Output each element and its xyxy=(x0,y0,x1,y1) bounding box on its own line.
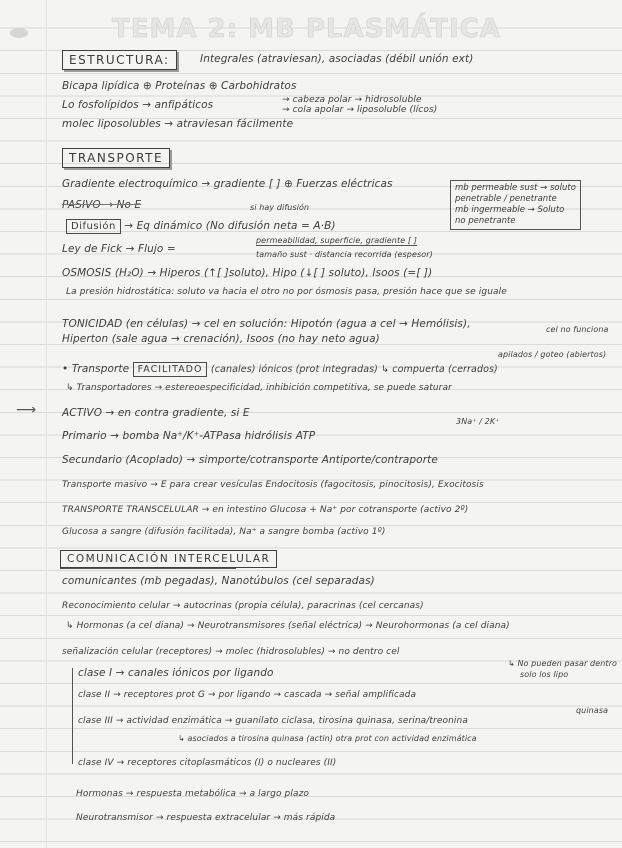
note-line: penetrable / penetrante xyxy=(455,194,557,204)
estructura-line4: molec liposolubles → atraviesan fácilmente xyxy=(62,118,294,130)
margin-arrow-icon: ⟶ xyxy=(16,402,37,418)
activo-line: ACTIVO → en contra gradiente, si E xyxy=(62,407,250,419)
estructura-line1: Integrales (atraviesan), asociadas (débil unión ext) xyxy=(200,53,474,65)
comunicantes-line: comunicantes (mb pegadas), Nanotúbulos (cel separadas) xyxy=(62,575,375,587)
note-line: mb permeable sust → soluto xyxy=(455,183,576,193)
senalizacion-line: señalización celular (receptores) → molec (hidrosolubles) → no dentro cel xyxy=(62,647,400,657)
secundario-line: Secundario (Acoplado) → simporte/cotransporte Antiporte/contraporte xyxy=(62,454,438,466)
clase2-line: clase II → receptores prot G → por ligando → cascada → señal amplificada xyxy=(78,690,417,700)
fick-numerator: permeabilidad, superficie, gradiente [ ] xyxy=(256,236,417,245)
note-line: mb ingermeable → Soluto xyxy=(455,205,565,215)
punch-hole xyxy=(10,28,28,38)
heading-underline xyxy=(60,568,236,569)
difusion-line xyxy=(66,220,336,232)
pasivo-line: PASIVO → No E xyxy=(62,199,142,211)
difusion-text: → Eq dinámico (No difusión neta = A·B) xyxy=(124,220,336,232)
hormonas-resp-line: Hormonas → respuesta metabólica → a largo plazo xyxy=(76,789,310,799)
margin-line xyxy=(46,0,47,848)
glucosa-line: Glucosa a sangre (difusión facilitada), Na⁺ a sangre bomba (activo 1º) xyxy=(62,527,386,537)
neuro-resp-line: Neurotransmisor → respuesta extracelular → más rápida xyxy=(76,813,336,823)
facilitado-post: (canales) iónicos (prot integradas) ↳ compuerta (cerrados) xyxy=(210,364,498,375)
comunicacion-heading: COMUNICACIÓN INTERCELULAR xyxy=(60,550,277,568)
clase3-line: clase III → actividad enzimática → guanilato ciclasa, tirosina quinasa, serina/treonina xyxy=(78,716,468,726)
masivo-line: Transporte masivo → E para crear vesículas Endocitosis (fagocitosis, pinocitosis), Exocitosis xyxy=(62,480,484,490)
estructura-line3b: → cabeza polar → hidrosoluble xyxy=(282,95,422,105)
tonicidad-line: TONICIDAD (en células) → cel en solución: Hipotón (agua a cel → Hemólisis), xyxy=(62,318,471,330)
facilitado-pre: Transporte xyxy=(71,363,130,375)
transcelular-line: TRANSPORTE TRANSCELULAR → en intestino Glucosa + Na⁺ por cotransporte (activo 2º) xyxy=(62,505,469,515)
solo-lipo-note: solo los lipo xyxy=(520,670,569,679)
presion-line: La presión hidrostática: soluto va hacia el otro no por ósmosis pasa, presión hace que se iguale xyxy=(66,287,507,297)
clase1-line: clase I → canales iónicos por ligando xyxy=(78,667,274,679)
clase3b-line: ↳ asociados a tirosina quinasa (actin) otra prot con actividad enzimática xyxy=(178,734,477,743)
estructura-line2: Bicapa lipídica ⊕ Proteínas ⊕ Carbohidratos xyxy=(62,80,297,92)
fick-denominator: tamaño sust · distancia recorrida (espesor) xyxy=(256,250,433,259)
hiperton-line: Hiperton (sale agua → crenación), Isoos (no hay neto agua) xyxy=(62,333,380,345)
atp-note: 3Na⁺ / 2K⁺ xyxy=(456,417,500,426)
page-title: TEMA 2: MB PLASMÁTICA xyxy=(112,14,501,44)
hormonas-line: ↳ Hormonas (a cel diana) → Neurotransmisores (señal eléctrica) → Neurohormonas (a cel diana) xyxy=(66,621,510,631)
bullet: • xyxy=(62,363,72,375)
transportadores-line: ↳ Transportadores → estereoespecificidad, inhibición competitiva, se puede saturar xyxy=(66,383,452,393)
classes-bracket xyxy=(72,668,73,764)
permeability-note xyxy=(450,180,581,230)
facilitado-note: apilados / goteo (abiertos) xyxy=(498,350,607,359)
no-pueden-note: ↳ No pueden pasar dentro xyxy=(508,659,618,668)
primario-line: Primario → bomba Na⁺/K⁺-ATPasa hidrólisis ATP xyxy=(62,430,316,442)
difusion-label: Difusión xyxy=(66,219,121,234)
cel-note: cel no funciona xyxy=(546,325,609,334)
facilitado-box: FACILITADO xyxy=(133,362,208,377)
reconocimiento-line: Reconocimiento celular → autocrinas (propia célula), paracrinas (cel cercanas) xyxy=(62,601,424,611)
gradiente-line: Gradiente electroquímico → gradiente [ ] ⊕ Fuerzas eléctricas xyxy=(62,178,393,190)
quinasa-note: quinasa xyxy=(576,706,609,715)
estructura-line3c: → cola apolar → liposoluble (lícos) xyxy=(282,105,438,115)
estructura-heading: ESTRUCTURA: xyxy=(62,50,177,70)
transporte-heading: TRANSPORTE xyxy=(62,148,170,168)
estructura-line3a: Lo fosfolípidos → anfipáticos xyxy=(62,99,214,111)
facilitado-line xyxy=(62,363,498,375)
note-line: no penetrante xyxy=(455,216,516,226)
fick-label: Ley de Fick → Flujo = xyxy=(62,243,176,255)
clase4-line: clase IV → receptores citoplasmáticos (I) o nucleares (II) xyxy=(78,758,337,768)
osmosis-line: OSMOSIS (H₂O) → Hiperos (↑[ ]soluto), Hipo (↓[ ] soluto), Isoos (=[ ]) xyxy=(62,267,433,279)
difusion-hint: si hay difusión xyxy=(250,203,310,212)
